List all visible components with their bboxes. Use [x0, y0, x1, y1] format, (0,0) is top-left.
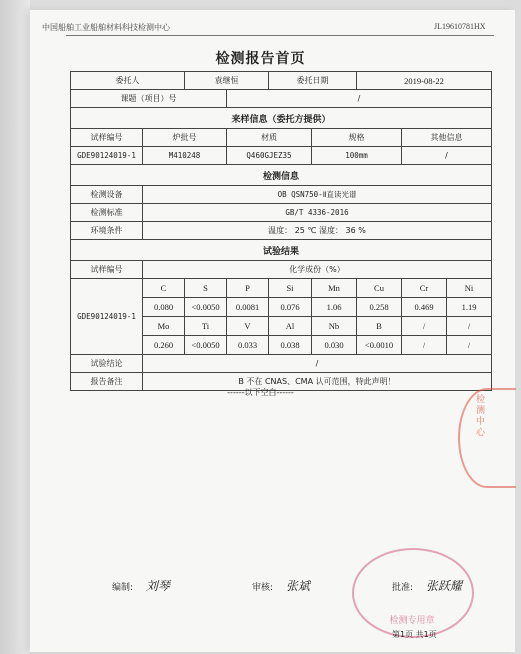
- sample-info-title: 来样信息（委托方提供）: [71, 108, 492, 129]
- sample-header-material: 材质: [227, 129, 312, 147]
- element-header: C: [143, 279, 185, 298]
- results-id-label: 试样编号: [71, 261, 143, 279]
- report-table: [70, 71, 492, 391]
- header-doc-code: JL19610781HX: [434, 22, 486, 31]
- element-value: <0.0010: [357, 336, 402, 355]
- element-header: /: [402, 317, 447, 336]
- sample-material: Q460GJEZ35: [227, 147, 312, 165]
- element-header: S: [185, 279, 227, 298]
- element-value: 0.469: [402, 298, 447, 317]
- element-value: <0.0050: [185, 298, 227, 317]
- client-label: 委托人: [71, 72, 185, 90]
- page-shadow-edge: [0, 0, 30, 654]
- sample-other: /: [402, 147, 492, 165]
- signature-prepared: [112, 577, 170, 594]
- sample-id: GDE90124019-1: [71, 147, 143, 165]
- client-date-value: 2019-08-22: [357, 72, 492, 90]
- remark-label: 报告备注: [71, 373, 143, 391]
- element-value: <0.0050: [185, 336, 227, 355]
- element-header: Ni: [447, 279, 492, 298]
- sample-spec: 100mm: [312, 147, 402, 165]
- seal-stamp-bottom-text: 检测专用章: [389, 616, 435, 626]
- standard-value: GB/T 4336-2016: [143, 204, 492, 222]
- sample-batch: M410248: [143, 147, 227, 165]
- element-value: /: [447, 336, 492, 355]
- project-label: 课题（项目）号: [71, 90, 227, 108]
- sample-header-id: 试样编号: [71, 129, 143, 147]
- element-header: Cr: [402, 279, 447, 298]
- signature-approved: [392, 577, 462, 594]
- element-value: 1.06: [312, 298, 357, 317]
- remark-value: B 不在 CNAS、CMA 认可范围，特此声明！: [143, 373, 492, 391]
- results-sample-id: GDE90124019-1: [71, 279, 143, 355]
- page-number: 第1页 共1页: [392, 630, 437, 639]
- results-title: 试验结果: [71, 240, 492, 261]
- test-info-title: 检测信息: [71, 165, 492, 186]
- approved-label: 批准:: [392, 583, 414, 593]
- element-header: Mn: [312, 279, 357, 298]
- client-date-label: 委托日期: [269, 72, 357, 90]
- element-value: 0.080: [143, 298, 185, 317]
- conclusion-value: /: [143, 355, 492, 373]
- element-value: 1.19: [447, 298, 492, 317]
- equipment-label: 检测设备: [71, 186, 143, 204]
- element-header: P: [227, 279, 269, 298]
- results-composition-label: 化学成份（%）: [143, 261, 492, 279]
- element-value: /: [402, 336, 447, 355]
- reviewed-name: 张斌: [285, 579, 310, 593]
- element-value: 0.260: [143, 336, 185, 355]
- element-value: 0.033: [227, 336, 269, 355]
- prepared-name: 刘琴: [145, 579, 170, 593]
- blank-below-note: ------以下空白------: [227, 388, 294, 397]
- sample-header-spec: 规格: [312, 129, 402, 147]
- equipment-value: OB QSN750-Ⅱ直读光谱: [143, 186, 492, 204]
- header-divider: [66, 35, 494, 36]
- approved-name: 张跃耀: [425, 579, 462, 593]
- element-value: 0.076: [269, 298, 312, 317]
- standard-label: 检测标准: [71, 204, 143, 222]
- header-org: 中国船舶工业船舶材料科技检测中心: [42, 23, 170, 32]
- environment-value: 温度： 25 ℃ 湿度： 36 %: [143, 222, 492, 240]
- element-value: 0.038: [269, 336, 312, 355]
- element-header: Si: [269, 279, 312, 298]
- seal-stamp-right-text: 检测中心: [476, 395, 486, 438]
- prepared-label: 编制:: [112, 583, 134, 593]
- element-header: /: [447, 317, 492, 336]
- client-value: 袁继恒: [185, 72, 269, 90]
- project-value: /: [227, 90, 492, 108]
- sample-header-batch: 炉批号: [143, 129, 227, 147]
- element-header: Cu: [357, 279, 402, 298]
- environment-label: 环境条件: [71, 222, 143, 240]
- element-header: Ti: [185, 317, 227, 336]
- element-header: Nb: [312, 317, 357, 336]
- element-header: Mo: [143, 317, 185, 336]
- element-header: Al: [269, 317, 312, 336]
- element-value: 0.030: [312, 336, 357, 355]
- reviewed-label: 审核:: [252, 583, 274, 593]
- element-header: B: [357, 317, 402, 336]
- sample-header-other: 其他信息: [402, 129, 492, 147]
- element-value: 0.0081: [227, 298, 269, 317]
- element-header: V: [227, 317, 269, 336]
- signature-reviewed: [252, 577, 310, 594]
- report-title: 检测报告首页: [215, 51, 306, 67]
- conclusion-label: 试验结论: [71, 355, 143, 373]
- element-value: 0.258: [357, 298, 402, 317]
